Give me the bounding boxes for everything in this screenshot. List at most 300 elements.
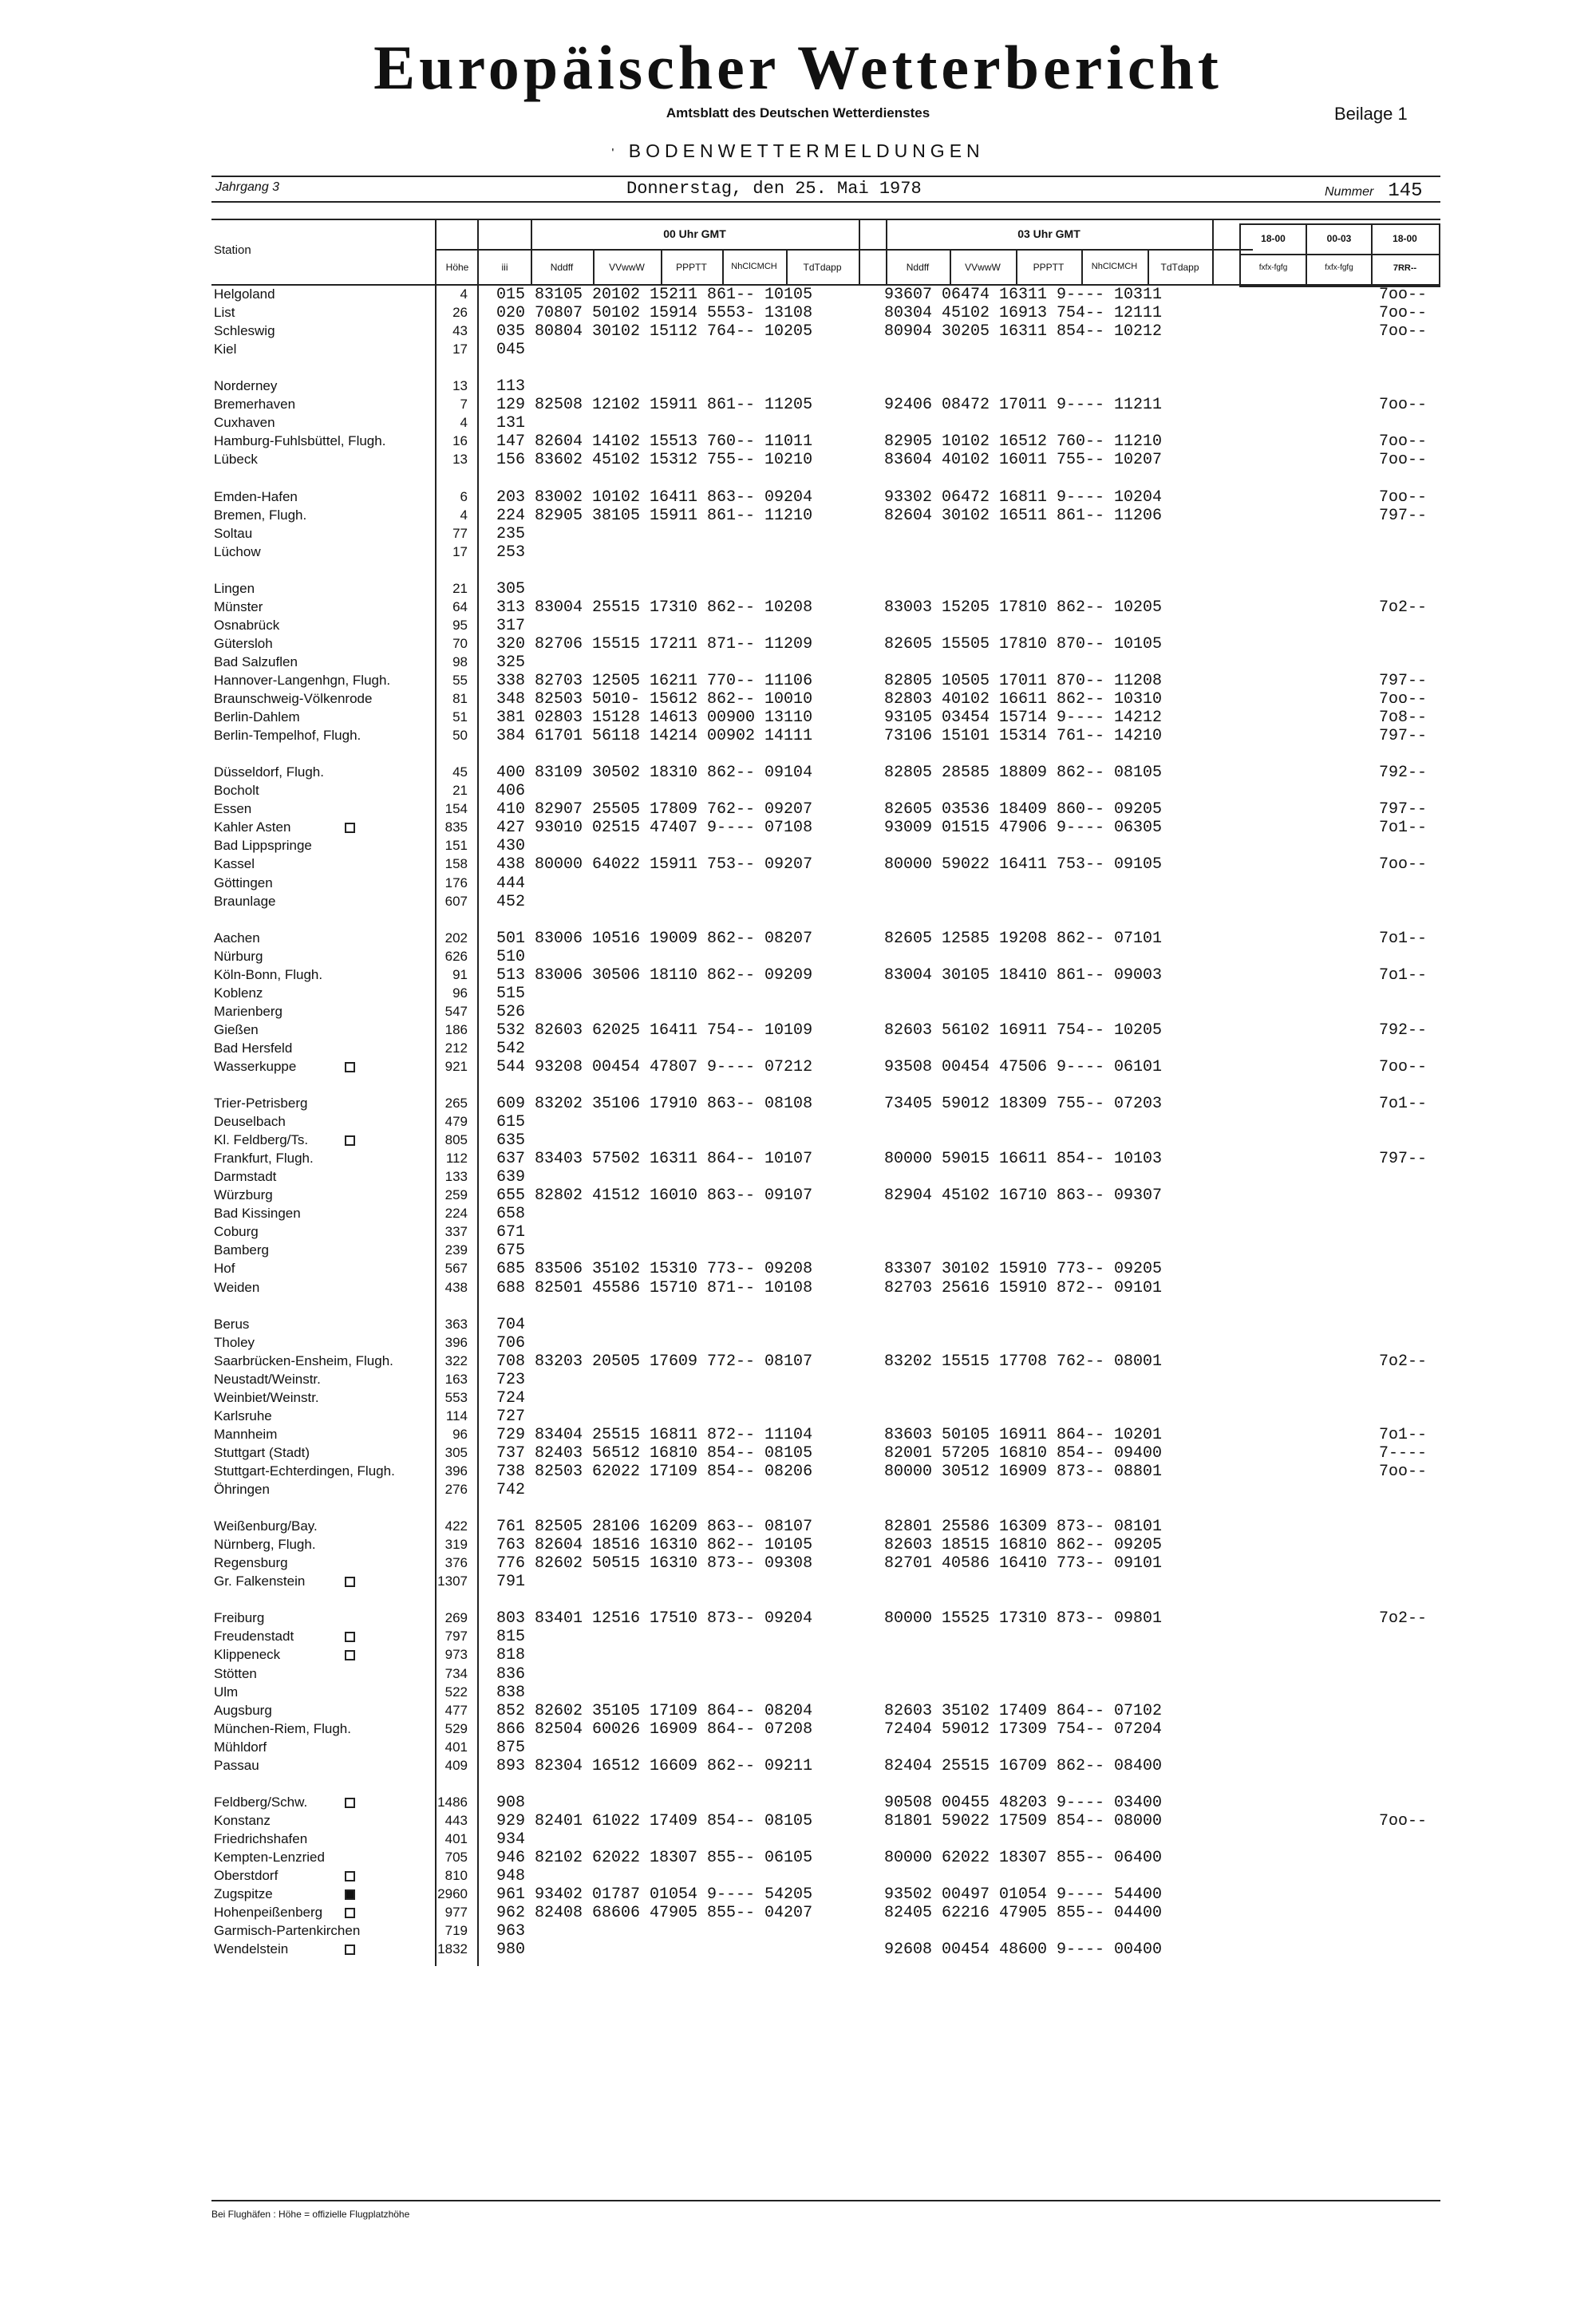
station-name: Lübeck (214, 452, 258, 468)
obs-00-gmt: 305 (496, 579, 526, 598)
station-height: 1307 (437, 1573, 468, 1589)
obs-03-gmt: 80904 30205 16311 854-- 10212 (884, 322, 1163, 342)
station-height: 567 (444, 1261, 468, 1277)
table-row (0, 285, 1596, 303)
col-r1: 18-00 (1261, 233, 1286, 244)
station-name: Würzburg (214, 1187, 273, 1203)
obs-00-gmt: 235 (496, 524, 526, 543)
obs-03-gmt: 82603 35102 17409 864-- 07102 (884, 1701, 1163, 1720)
obs-00-gmt: 129 82508 12102 15911 861-- 11205 (496, 396, 813, 415)
station-height: 154 (444, 801, 468, 817)
obs-00-gmt: 131 (496, 414, 526, 433)
obs-03-gmt: 80000 59015 16611 854-- 10103 (884, 1150, 1163, 1169)
obs-00-gmt: 875 (496, 1738, 526, 1757)
table-row (0, 543, 1596, 561)
table-row (0, 708, 1596, 726)
station-table (0, 285, 1596, 1958)
table-row (0, 1609, 1596, 1627)
table-row (0, 1720, 1596, 1738)
station-name: Göttingen (214, 875, 273, 890)
station-name: Gütersloh (214, 635, 273, 651)
obs-00-gmt: 410 82907 25505 17809 762-- 09207 (496, 800, 813, 819)
obs-03-gmt: 83603 50105 16911 864-- 10201 (884, 1425, 1163, 1444)
station-height: 95 (452, 617, 468, 633)
station-name: Bad Hersfeld (214, 1040, 293, 1056)
station-height: 50 (452, 728, 468, 744)
station-height: 186 (444, 1021, 468, 1037)
station-height: 305 (444, 1444, 468, 1460)
obs-03-gmt: 82405 62216 47905 855-- 04400 (884, 1904, 1163, 1923)
station-height: 734 (444, 1665, 468, 1681)
table-row (0, 671, 1596, 689)
table-row (0, 1664, 1596, 1683)
station-name: Tholey (214, 1334, 255, 1350)
obs-00-gmt: 737 82403 56512 16810 854-- 08105 (496, 1443, 813, 1463)
obs-00-gmt: 776 82602 50515 16310 873-- 09308 (496, 1554, 813, 1573)
table-row (0, 1885, 1596, 1903)
precip-remark: 7oo-- (1379, 304, 1428, 323)
station-height: 224 (444, 1206, 468, 1222)
station-height: 805 (444, 1132, 468, 1148)
station-height: 626 (444, 948, 468, 964)
obs-03-gmt: 80000 30512 16909 873-- 08801 (884, 1463, 1163, 1481)
obs-03-gmt: 83003 15205 17810 862-- 10205 (884, 598, 1163, 617)
nummer-label (1325, 180, 1423, 202)
col-nddff-03: Nddff (906, 262, 930, 273)
obs-03-gmt: 83307 30102 15910 773-- 09205 (884, 1260, 1163, 1279)
obs-00-gmt: 791 (496, 1573, 526, 1592)
group-spacer (0, 358, 1596, 377)
station-name: Lüchow (214, 543, 261, 559)
station-height: 396 (444, 1463, 468, 1479)
precip-remark: 7o8-- (1379, 709, 1428, 728)
obs-00-gmt: 963 (496, 1922, 526, 1941)
col-hoehe: Höhe (445, 262, 469, 273)
station-height: 797 (444, 1629, 468, 1645)
station-name: Münster (214, 598, 263, 614)
obs-03-gmt: 82001 57205 16810 854-- 09400 (884, 1443, 1163, 1463)
station-height: 479 (444, 1114, 468, 1130)
obs-00-gmt: 836 (496, 1664, 526, 1684)
station-height: 13 (452, 452, 468, 468)
obs-03-gmt: 81801 59022 17509 854-- 08000 (884, 1811, 1163, 1830)
open-square-icon (345, 1871, 355, 1881)
obs-00-gmt: 727 (496, 1407, 526, 1426)
station-height: 259 (444, 1187, 468, 1203)
obs-00-gmt: 688 82501 45586 15710 871-- 10108 (496, 1278, 813, 1297)
header-rule-bottom (211, 201, 1440, 203)
table-row (0, 726, 1596, 744)
section-label: BODENWETTERMELDUNGEN (628, 140, 985, 161)
table-row (0, 1204, 1596, 1222)
obs-00-gmt: 675 (496, 1242, 526, 1261)
table-row (0, 892, 1596, 910)
station-name: Berus (214, 1316, 250, 1332)
group-spacer (0, 1076, 1596, 1094)
station-height: 17 (452, 543, 468, 559)
station-height: 112 (445, 1151, 468, 1167)
station-height: 607 (444, 893, 468, 909)
table-row (0, 524, 1596, 543)
precip-remark: 792-- (1379, 764, 1428, 783)
group-spacer (0, 1297, 1596, 1315)
obs-03-gmt: 82604 30102 16511 861-- 11206 (884, 506, 1163, 525)
table-row (0, 303, 1596, 322)
table-row (0, 1830, 1596, 1848)
obs-00-gmt: 934 (496, 1830, 526, 1849)
table-row (0, 377, 1596, 395)
station-height: 212 (444, 1040, 468, 1056)
station-name: Aachen (214, 930, 260, 946)
obs-03-gmt: 72404 59012 17309 754-- 07204 (884, 1720, 1163, 1739)
precip-remark: 7o1-- (1379, 1095, 1428, 1114)
obs-00-gmt: 532 82603 62025 16411 754-- 10109 (496, 1021, 813, 1040)
station-name: Weinbiet/Weinstr. (214, 1389, 319, 1405)
table-row (0, 855, 1596, 873)
obs-00-gmt: 742 (496, 1481, 526, 1500)
station-name: Hamburg-Fuhlsbüttel, Flugh. (214, 433, 386, 449)
station-name: Kl. Feldberg/Ts. (214, 1132, 309, 1148)
obs-03-gmt: 73106 15101 15314 761-- 14210 (884, 727, 1163, 746)
nummer-text: Nummer (1325, 185, 1374, 199)
station-height: 1486 (437, 1794, 468, 1810)
station-name: Lingen (214, 580, 255, 596)
col-iii: iii (501, 262, 508, 273)
table-row (0, 1848, 1596, 1866)
station-name: Braunschweig-Völkenrode (214, 691, 373, 707)
station-name: Frankfurt, Flugh. (214, 1151, 314, 1167)
col-00-uhr: 00 Uhr GMT (663, 227, 726, 240)
obs-00-gmt: 045 (496, 341, 526, 360)
station-name: Ulm (214, 1684, 239, 1700)
station-height: 835 (444, 819, 468, 835)
obs-00-gmt: 526 (496, 1002, 526, 1021)
table-row (0, 1462, 1596, 1480)
station-name: Freiburg (214, 1610, 265, 1626)
table-row (0, 450, 1596, 468)
col-tdtdapp-03: TdTdapp (1160, 262, 1199, 273)
table-row (0, 1112, 1596, 1131)
table-row (0, 689, 1596, 708)
obs-00-gmt: 317 (496, 616, 526, 635)
station-name: Klippeneck (214, 1647, 281, 1663)
table-row (0, 340, 1596, 358)
obs-00-gmt: 515 (496, 984, 526, 1003)
station-height: 96 (452, 1426, 468, 1442)
precip-remark: 7o1-- (1379, 965, 1428, 985)
station-name: Zugspitze (214, 1886, 273, 1902)
table-row (0, 1517, 1596, 1535)
obs-00-gmt: 015 83105 20102 15211 861-- 10105 (496, 286, 813, 304)
precip-remark: 7---- (1379, 1443, 1428, 1463)
station-name: Hof (214, 1261, 235, 1277)
station-name: Konstanz (214, 1812, 271, 1828)
station-height: 45 (452, 764, 468, 780)
station-name: Berlin-Dahlem (214, 709, 300, 725)
station-name: Coburg (214, 1224, 259, 1240)
station-name: Garmisch-Partenkirchen (214, 1923, 361, 1939)
table-rule-2 (435, 249, 1253, 251)
obs-00-gmt: 961 93402 01787 01054 9---- 54205 (496, 1885, 813, 1905)
table-row (0, 1756, 1596, 1775)
obs-00-gmt: 406 (496, 782, 526, 801)
station-name: Norderney (214, 378, 278, 394)
station-height: 376 (444, 1555, 468, 1571)
station-height: 921 (444, 1058, 468, 1074)
footnote: Bei Flughäfen : Höhe = offizielle Flugplatzhöhe (211, 2209, 410, 2220)
table-row (0, 1627, 1596, 1645)
table-row (0, 653, 1596, 671)
obs-03-gmt: 82603 56102 16911 754-- 10205 (884, 1021, 1163, 1040)
precip-remark: 797-- (1379, 800, 1428, 819)
col-r3: 18-00 (1393, 233, 1417, 244)
table-row (0, 1039, 1596, 1057)
precip-remark: 797-- (1379, 1150, 1428, 1169)
precip-remark: 792-- (1379, 1021, 1428, 1040)
station-name: Darmstadt (214, 1169, 277, 1185)
station-height: 91 (452, 966, 468, 982)
table-row (0, 1480, 1596, 1498)
table-row (0, 1241, 1596, 1259)
station-height: 43 (452, 323, 468, 339)
col-03-uhr: 03 Uhr GMT (1017, 227, 1080, 240)
station-height: 163 (444, 1371, 468, 1387)
obs-03-gmt: 82905 10102 16512 760-- 11210 (884, 432, 1163, 452)
table-row (0, 1352, 1596, 1370)
obs-00-gmt: 723 (496, 1370, 526, 1389)
station-height: 133 (444, 1169, 468, 1185)
col-divider-03 (1212, 219, 1214, 286)
station-height: 810 (444, 1868, 468, 1884)
col-nhclcmch: NhClCMCH (731, 262, 777, 271)
station-name: Wasserkuppe (214, 1058, 297, 1074)
table-row (0, 322, 1596, 340)
obs-03-gmt: 82904 45102 16710 863-- 09307 (884, 1187, 1163, 1206)
obs-00-gmt: 430 (496, 837, 526, 856)
precip-remark: 7oo-- (1379, 286, 1428, 304)
station-name: Oberstdorf (214, 1868, 279, 1884)
table-row (0, 874, 1596, 892)
table-row (0, 1425, 1596, 1443)
table-row (0, 1535, 1596, 1554)
station-height: 51 (452, 709, 468, 725)
precip-remark: 7oo-- (1379, 855, 1428, 875)
group-spacer (0, 468, 1596, 487)
open-square-icon (345, 823, 355, 833)
table-row (0, 488, 1596, 506)
table-row (0, 1903, 1596, 1921)
obs-00-gmt: 815 (496, 1628, 526, 1647)
table-row (0, 1002, 1596, 1021)
table-row (0, 1866, 1596, 1885)
station-name: Bad Kissingen (214, 1206, 301, 1222)
station-name: Regensburg (214, 1555, 288, 1571)
group-spacer (0, 1775, 1596, 1793)
obs-00-gmt: 738 82503 62022 17109 854-- 08206 (496, 1463, 813, 1481)
station-name: Neustadt/Weinstr. (214, 1371, 321, 1387)
station-height: 4 (460, 507, 468, 523)
obs-03-gmt: 82801 25586 16309 873-- 08101 (884, 1518, 1163, 1537)
table-row (0, 1554, 1596, 1572)
table-row (0, 598, 1596, 616)
station-name: Feldberg/Schw. (214, 1794, 308, 1810)
station-name: Nürnberg, Flugh. (214, 1537, 316, 1553)
station-height: 522 (444, 1684, 468, 1700)
table-row (0, 1021, 1596, 1039)
table-row (0, 836, 1596, 855)
obs-00-gmt: 501 83006 10516 19009 862-- 08207 (496, 929, 813, 948)
group-spacer (0, 1590, 1596, 1609)
obs-03-gmt: 82605 15505 17810 870-- 10105 (884, 634, 1163, 653)
table-row (0, 800, 1596, 818)
obs-00-gmt: 020 70807 50102 15914 5553- 13108 (496, 304, 813, 323)
station-name: Karlsruhe (214, 1408, 272, 1423)
station-height: 17 (452, 342, 468, 357)
station-height: 438 (444, 1279, 468, 1295)
station-name: Helgoland (214, 286, 275, 302)
precip-remark: 7o1-- (1379, 1425, 1428, 1444)
station-name: Emden-Hafen (214, 488, 298, 504)
obs-00-gmt: 384 61701 56118 14214 00902 14111 (496, 727, 813, 746)
table-row (0, 929, 1596, 947)
station-name: Öhringen (214, 1482, 270, 1498)
station-name: Wendelstein (214, 1941, 289, 1957)
station-height: 477 (444, 1702, 468, 1718)
table-rule-1 (211, 219, 1440, 220)
obs-00-gmt: 147 82604 14102 15513 760-- 11011 (496, 432, 813, 452)
obs-00-gmt: 838 (496, 1683, 526, 1702)
obs-00-gmt: 763 82604 18516 16310 862-- 10105 (496, 1536, 813, 1555)
station-height: 176 (444, 875, 468, 890)
table-row (0, 395, 1596, 413)
station-name: Friedrichshafen (214, 1830, 308, 1846)
table-row (0, 1131, 1596, 1149)
table-row (0, 781, 1596, 800)
station-name: Essen (214, 801, 252, 817)
obs-00-gmt: 962 82408 68606 47905 855-- 04207 (496, 1904, 813, 1923)
station-name: Freudenstadt (214, 1629, 294, 1645)
header-rule-top (211, 176, 1440, 177)
open-square-icon (345, 1577, 355, 1587)
station-name: Passau (214, 1757, 259, 1773)
precip-remark: 7oo-- (1379, 488, 1428, 507)
open-square-icon (345, 1798, 355, 1808)
station-height: 977 (444, 1905, 468, 1921)
station-height: 77 (452, 525, 468, 541)
footer-rule (211, 2200, 1440, 2201)
station-name: Soltau (214, 525, 253, 541)
col-vvwww: VVwwW (609, 262, 645, 273)
remarks-rule (1239, 254, 1439, 255)
obs-03-gmt: 82703 25616 15910 872-- 09101 (884, 1278, 1163, 1297)
station-name: Nürburg (214, 948, 263, 964)
station-height: 70 (452, 635, 468, 651)
col-tdtdapp: TdTdapp (803, 262, 842, 273)
precip-remark: 7oo-- (1379, 322, 1428, 342)
filled-square-icon (345, 1889, 355, 1900)
station-height: 401 (444, 1739, 468, 1755)
station-name: Marienberg (214, 1003, 282, 1019)
table-row (0, 432, 1596, 450)
obs-00-gmt: 348 82503 5010- 15612 862-- 10010 (496, 690, 813, 709)
obs-00-gmt: 704 (496, 1315, 526, 1334)
station-height: 422 (444, 1518, 468, 1534)
obs-00-gmt: 224 82905 38105 15911 861-- 11210 (496, 506, 813, 525)
station-name: Stuttgart (Stadt) (214, 1444, 310, 1460)
obs-00-gmt: 338 82703 12505 16211 770-- 11106 (496, 671, 813, 690)
col-divider-00 (859, 219, 860, 286)
obs-00-gmt: 544 93208 00454 47807 9---- 07212 (496, 1057, 813, 1076)
precip-remark: 7o2-- (1379, 1609, 1428, 1629)
obs-00-gmt: 615 (496, 1113, 526, 1132)
col-station: Station (214, 243, 251, 257)
obs-03-gmt: 80000 59022 16411 753-- 09105 (884, 855, 1163, 875)
obs-03-gmt: 83604 40102 16011 755-- 10207 (884, 451, 1163, 470)
obs-03-gmt: 82803 40102 16611 862-- 10310 (884, 690, 1163, 709)
obs-00-gmt: 655 82802 41512 16010 863-- 09107 (496, 1187, 813, 1206)
obs-03-gmt: 80000 62022 18307 855-- 06400 (884, 1848, 1163, 1867)
station-name: Bremerhaven (214, 397, 296, 413)
station-name: Mühldorf (214, 1739, 267, 1755)
table-row (0, 1645, 1596, 1664)
station-name: Düsseldorf, Flugh. (214, 764, 324, 780)
obs-03-gmt: 93105 03454 15714 9---- 14212 (884, 709, 1163, 728)
obs-00-gmt: 156 83602 45102 15312 755-- 10210 (496, 451, 813, 470)
col-r3b: 7RR-- (1393, 263, 1417, 273)
precip-remark: 7oo-- (1379, 690, 1428, 709)
obs-00-gmt: 513 83006 30506 18110 862-- 09209 (496, 965, 813, 985)
obs-03-gmt: 82805 10505 17011 870-- 11208 (884, 671, 1163, 690)
table-row (0, 1167, 1596, 1186)
station-name: Kiel (214, 342, 237, 357)
obs-03-gmt: 83202 15515 17708 762-- 08001 (884, 1352, 1163, 1371)
col-nddff: Nddff (550, 262, 574, 273)
station-height: 269 (444, 1610, 468, 1626)
table-row (0, 1315, 1596, 1333)
station-name: Deuselbach (214, 1114, 286, 1130)
open-square-icon (345, 1945, 355, 1955)
obs-00-gmt: 320 82706 15515 17211 871-- 11209 (496, 634, 813, 653)
station-height: 98 (452, 653, 468, 669)
table-row (0, 1259, 1596, 1277)
table-row (0, 1278, 1596, 1297)
table-row (0, 1094, 1596, 1112)
obs-03-gmt: 93502 00497 01054 9---- 54400 (884, 1885, 1163, 1905)
table-row (0, 616, 1596, 634)
obs-00-gmt: 803 83401 12516 17510 873-- 09204 (496, 1609, 813, 1629)
group-spacer (0, 744, 1596, 763)
station-height: 239 (444, 1242, 468, 1258)
open-square-icon (345, 1632, 355, 1642)
obs-03-gmt: 93607 06474 16311 9---- 10311 (884, 286, 1163, 304)
obs-00-gmt: 452 (496, 892, 526, 911)
precip-remark: 7oo-- (1379, 1811, 1428, 1830)
obs-03-gmt: 82605 03536 18409 860-- 09205 (884, 800, 1163, 819)
station-height: 547 (444, 1003, 468, 1019)
station-name: Hohenpeißenberg (214, 1905, 323, 1921)
station-height: 16 (452, 433, 468, 449)
table-row (0, 506, 1596, 524)
station-name: Mannheim (214, 1426, 278, 1442)
table-row (0, 1701, 1596, 1720)
obs-00-gmt: 658 (496, 1205, 526, 1224)
precip-remark: 7oo-- (1379, 396, 1428, 415)
obs-00-gmt: 400 83109 30502 18310 862-- 09104 (496, 764, 813, 783)
table-row (0, 1811, 1596, 1830)
station-name: Bad Salzuflen (214, 653, 298, 669)
station-height: 96 (452, 985, 468, 1001)
table-row (0, 1793, 1596, 1811)
